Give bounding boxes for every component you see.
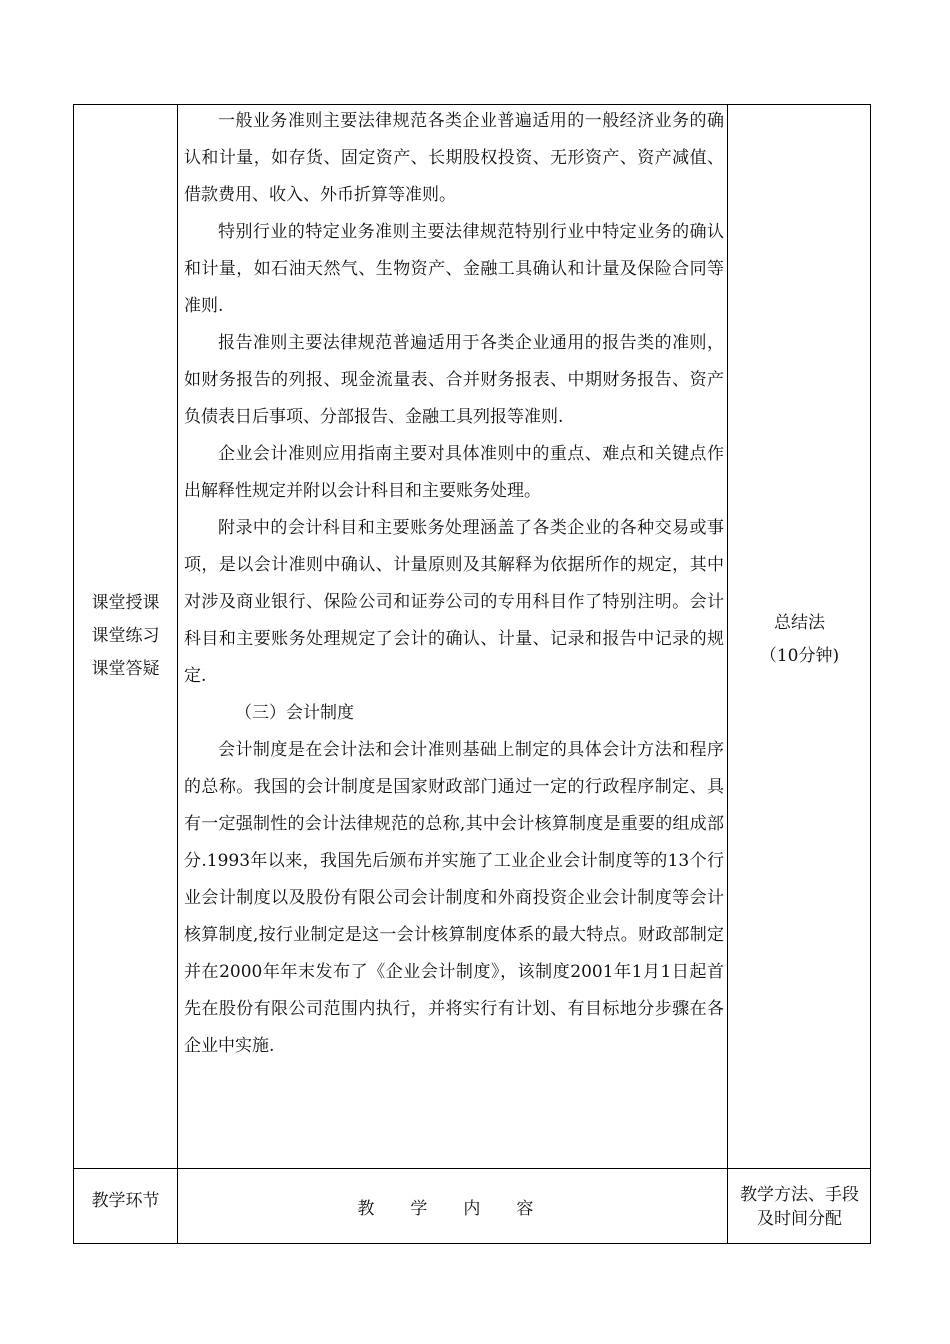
time-allocation: （10分钟) bbox=[759, 645, 840, 666]
teaching-content bbox=[184, 103, 724, 1065]
header-teaching-stage: 教学环节 bbox=[91, 1191, 160, 1211]
stage-label: 课堂授课 bbox=[91, 593, 160, 613]
section-heading: （三）会计制度 bbox=[235, 703, 354, 723]
column-divider bbox=[177, 105, 178, 1243]
content-paragraph: 报告准则主要法律规范普遍适用于各类企业通用的报告类的准则，如财务报告的列报、现金流量表、合并财务报表、中期财务报告、资产负债表日后事项、分部报告、金融工具列报等准则. bbox=[184, 333, 724, 427]
header-teaching-method bbox=[728, 1169, 871, 1244]
stage-label: 课堂练习 bbox=[91, 626, 160, 646]
content-paragraph: 特别行业的特定业务准则主要法律规范特别行业中特定业务的确认和计量，如石油天然气、生物资产、金融工具确认和计量及保险合同等准则. bbox=[184, 222, 724, 316]
content-paragraph: 一般业务准则主要法律规范各类企业普遍适用的一般经济业务的确认和计量，如存货、固定资产、长期股权投资、无形资产、资产减值、借款费用、收入、外币折算等准则。 bbox=[184, 111, 724, 205]
header-teaching-content: 教 学 内 容 bbox=[357, 1199, 549, 1219]
lesson-table bbox=[73, 104, 871, 1244]
content-paragraph: 会计制度是在会计法和会计准则基础上制定的具体会计方法和程序的总称。我国的会计制度是国家财政部门通过一定的行政程序制定、具有一定强制性的会计法律规范的总称,其中会计核算制度是重要的组成部分.1993年以来，我国先后颁布并实施了工业企业会计制度等的13个行业会计制度以及股份有限公司会计制度和外商投资企业会计制度等会计核算制度,按行业制定是这一会计核算制度体系的最大特点。财政部制定并在2000年年末发布了《企业会计制度》，该制度2001年1月1日起首先在股份有限公司范围内执行，并将实行有计划、有目标地分步骤在各企业中实施. bbox=[184, 740, 724, 1056]
content-paragraph: 企业会计准则应用指南主要对具体准则中的重点、难点和关键点作出解释性规定并附以会计科目和主要账务处理。 bbox=[184, 444, 724, 501]
content-paragraph: 附录中的会计科目和主要账务处理涵盖了各类企业的各种交易或事项，是以会计准则中确认、计量原则及其解释为依据所作的规定，其中对涉及商业银行、保险公司和证券公司的专用科目作了特别注明。会计科目和主要账务处理规定了会计的确认、计量、记录和报告中记录的规定. bbox=[184, 518, 724, 686]
stage-label: 课堂答疑 bbox=[91, 659, 160, 679]
header-method-line: 及时间分配 bbox=[757, 1208, 842, 1229]
teaching-method-cell bbox=[728, 105, 871, 1168]
teaching-stage-cell bbox=[74, 105, 177, 1168]
header-method-line: 教学方法、手段 bbox=[740, 1184, 859, 1205]
method-label: 总结法 bbox=[773, 612, 825, 633]
